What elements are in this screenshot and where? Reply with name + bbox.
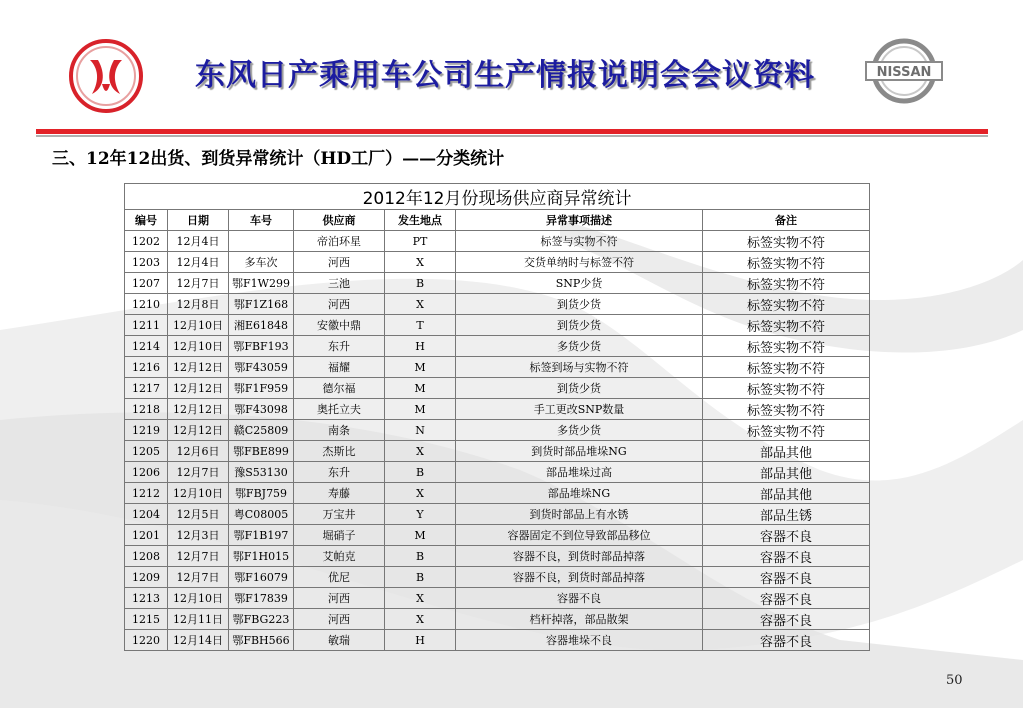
table-cell: 12月7日: [168, 273, 229, 294]
table-cell: 敏瑞: [294, 630, 385, 651]
table-cell: 堀硝子: [294, 525, 385, 546]
table-cell: 部品堆垛过高: [456, 462, 703, 483]
table-cell: 1220: [125, 630, 168, 651]
table-cell: 福耀: [294, 357, 385, 378]
table-cell: X: [385, 483, 456, 504]
table-row: [125, 630, 870, 651]
table-cell: 容器不良: [456, 588, 703, 609]
table-cell: 艾帕克: [294, 546, 385, 567]
table-cell: T: [385, 315, 456, 336]
table-cell: 1210: [125, 294, 168, 315]
table-cell: 河西: [294, 609, 385, 630]
table-cell: 湘E61848: [229, 315, 294, 336]
table-cell: 河西: [294, 252, 385, 273]
dongfeng-logo-icon: [68, 38, 144, 114]
table-cell: 豫S53130: [229, 462, 294, 483]
table-cell: 部品其他: [703, 441, 870, 462]
table-cell: 标签到场与实物不符: [456, 357, 703, 378]
table-cell: 标签实物不符: [703, 252, 870, 273]
table-cell: 到货时部品堆垛NG: [456, 441, 703, 462]
table-cell: B: [385, 462, 456, 483]
table-cell: 鄂FBG223: [229, 609, 294, 630]
table-cell: M: [385, 378, 456, 399]
table-cell: 容器不良，到货时部品掉落: [456, 567, 703, 588]
table-cell: 12月7日: [168, 567, 229, 588]
table-cell: 12月12日: [168, 420, 229, 441]
table-cell: 容器不良: [703, 609, 870, 630]
table-cell: 标签实物不符: [703, 315, 870, 336]
table-cell: 容器不良: [703, 567, 870, 588]
table-cell: 东升: [294, 336, 385, 357]
table-cell: 万宝井: [294, 504, 385, 525]
table-cell: 容器不良，到货时部品掉落: [456, 546, 703, 567]
table-cell: 1216: [125, 357, 168, 378]
table-cell: 鄂FBJ759: [229, 483, 294, 504]
table-cell: 1219: [125, 420, 168, 441]
table-row: [125, 588, 870, 609]
table-row: [125, 399, 870, 420]
table-cell: 容器固定不到位导致部品移位: [456, 525, 703, 546]
table-cell: 1207: [125, 273, 168, 294]
table-cell: 部品其他: [703, 462, 870, 483]
table-cell: X: [385, 609, 456, 630]
table-cell: 鄂F43059: [229, 357, 294, 378]
table-cell: 12月8日: [168, 294, 229, 315]
table-row: [125, 609, 870, 630]
table-cell: X: [385, 294, 456, 315]
table-caption: 2012年12月份现场供应商异常统计: [125, 184, 870, 210]
page-title: 东风日产乘用车公司生产情报说明会会议资料: [195, 58, 815, 93]
table-cell: PT: [385, 231, 456, 252]
table-cell: 德尔福: [294, 378, 385, 399]
table-cell: 三池: [294, 273, 385, 294]
table-cell: 1218: [125, 399, 168, 420]
table-cell: 鄂F1Z168: [229, 294, 294, 315]
table-cell: X: [385, 588, 456, 609]
nissan-logo-icon: [864, 36, 944, 106]
table-cell: 帝泊环星: [294, 231, 385, 252]
table-cell: 1209: [125, 567, 168, 588]
table-header-row: [125, 210, 870, 231]
table-cell: 优尼: [294, 567, 385, 588]
table-cell: 标签实物不符: [703, 231, 870, 252]
table-row: [125, 231, 870, 252]
table-cell: 1217: [125, 378, 168, 399]
table-cell: 标签实物不符: [703, 357, 870, 378]
table-cell: 1205: [125, 441, 168, 462]
table-row: [125, 525, 870, 546]
table-cell: 标签实物不符: [703, 273, 870, 294]
table-cell: 1204: [125, 504, 168, 525]
table-cell: 鄂FBH566: [229, 630, 294, 651]
table-cell: 容器不良: [703, 630, 870, 651]
table-cell: 容器不良: [703, 588, 870, 609]
table-row: [125, 462, 870, 483]
table-cell: 12月11日: [168, 609, 229, 630]
table-cell: 标签与实物不符: [456, 231, 703, 252]
table-cell: 12月7日: [168, 462, 229, 483]
table-row: [125, 315, 870, 336]
supplier-anomaly-table: [124, 183, 870, 651]
table-cell: B: [385, 546, 456, 567]
table-row: [125, 252, 870, 273]
table-cell: 标签实物不符: [703, 378, 870, 399]
header-rule-shadow: [36, 135, 988, 137]
table-row: [125, 357, 870, 378]
table-cell: 12月10日: [168, 336, 229, 357]
page-number: 50: [946, 673, 963, 688]
table-cell: 粤C08005: [229, 504, 294, 525]
table-cell: 杰斯比: [294, 441, 385, 462]
table-cell: 12月6日: [168, 441, 229, 462]
table-cell: 1212: [125, 483, 168, 504]
table-cell: 12月10日: [168, 483, 229, 504]
table-cell: 部品生锈: [703, 504, 870, 525]
table-cell: 手工更改SNP数量: [456, 399, 703, 420]
table-cell: 寿藤: [294, 483, 385, 504]
section-subtitle: 三、12年12出货、到货异常统计（HD工厂）——分类统计: [52, 149, 505, 169]
table-cell: 12月5日: [168, 504, 229, 525]
table-cell: 鄂F1F959: [229, 378, 294, 399]
column-header: 日期: [168, 210, 229, 231]
table-cell: 12月10日: [168, 315, 229, 336]
table-cell: [229, 231, 294, 252]
table-cell: 鄂F16079: [229, 567, 294, 588]
table-cell: 容器不良: [703, 546, 870, 567]
table-row: [125, 294, 870, 315]
header-rule: [36, 129, 988, 134]
table-cell: 鄂F1W299: [229, 273, 294, 294]
table-cell: 部品其他: [703, 483, 870, 504]
table-row: [125, 483, 870, 504]
nissan-logo-text: NISSAN: [876, 65, 932, 80]
table-cell: 容器堆垛不良: [456, 630, 703, 651]
table-cell: 鄂FBF193: [229, 336, 294, 357]
table-cell: X: [385, 441, 456, 462]
column-header: 发生地点: [385, 210, 456, 231]
table-cell: 交货单纳时与标签不符: [456, 252, 703, 273]
table-row: [125, 441, 870, 462]
table-cell: 奥托立夫: [294, 399, 385, 420]
table-cell: 1206: [125, 462, 168, 483]
table-cell: M: [385, 357, 456, 378]
table-cell: 档杆掉落，部品散架: [456, 609, 703, 630]
table-cell: 12月12日: [168, 399, 229, 420]
table-cell: 1214: [125, 336, 168, 357]
column-header: 供应商: [294, 210, 385, 231]
table-caption-row: [125, 184, 870, 210]
table-cell: 1208: [125, 546, 168, 567]
table-cell: 12月12日: [168, 378, 229, 399]
table-cell: 标签实物不符: [703, 420, 870, 441]
table-cell: 到货少货: [456, 315, 703, 336]
table-cell: 安徽中鼎: [294, 315, 385, 336]
table-cell: 河西: [294, 294, 385, 315]
table-row: [125, 546, 870, 567]
table-cell: 12月14日: [168, 630, 229, 651]
table-cell: 鄂F1H015: [229, 546, 294, 567]
table-row: [125, 336, 870, 357]
table-row: [125, 504, 870, 525]
table-cell: 12月3日: [168, 525, 229, 546]
table-cell: 河西: [294, 588, 385, 609]
table-cell: 鄂FBE899: [229, 441, 294, 462]
table-cell: 到货少货: [456, 378, 703, 399]
table-cell: H: [385, 630, 456, 651]
table-cell: M: [385, 525, 456, 546]
table-cell: 鄂F1B197: [229, 525, 294, 546]
table-cell: 标签实物不符: [703, 399, 870, 420]
table-cell: N: [385, 420, 456, 441]
table-cell: 到货少货: [456, 294, 703, 315]
table-row: [125, 273, 870, 294]
table-cell: B: [385, 567, 456, 588]
table-cell: 1213: [125, 588, 168, 609]
table-cell: 1202: [125, 231, 168, 252]
column-header: 备注: [703, 210, 870, 231]
table-row: [125, 378, 870, 399]
table-cell: Y: [385, 504, 456, 525]
column-header: 编号: [125, 210, 168, 231]
column-header: 车号: [229, 210, 294, 231]
table-cell: 1215: [125, 609, 168, 630]
table-row: [125, 567, 870, 588]
table-cell: 鄂F43098: [229, 399, 294, 420]
table-cell: 标签实物不符: [703, 294, 870, 315]
table-cell: 12月7日: [168, 546, 229, 567]
table-cell: 多货少货: [456, 336, 703, 357]
table-cell: 部品堆垛NG: [456, 483, 703, 504]
table-cell: 12月12日: [168, 357, 229, 378]
table-cell: 赣C25809: [229, 420, 294, 441]
table-cell: 12月10日: [168, 588, 229, 609]
table-cell: 鄂F17839: [229, 588, 294, 609]
table-cell: 南条: [294, 420, 385, 441]
table-cell: 多货少货: [456, 420, 703, 441]
column-header: 异常事项描述: [456, 210, 703, 231]
table-cell: H: [385, 336, 456, 357]
table-cell: M: [385, 399, 456, 420]
table-cell: SNP少货: [456, 273, 703, 294]
table-cell: B: [385, 273, 456, 294]
table-cell: 12月4日: [168, 231, 229, 252]
table-cell: 到货时部品上有水锈: [456, 504, 703, 525]
table-cell: 容器不良: [703, 525, 870, 546]
table-cell: 1203: [125, 252, 168, 273]
table-row: [125, 420, 870, 441]
table-cell: 1211: [125, 315, 168, 336]
table-cell: 1201: [125, 525, 168, 546]
table-cell: 标签实物不符: [703, 336, 870, 357]
table-cell: 东升: [294, 462, 385, 483]
table-cell: 12月4日: [168, 252, 229, 273]
table-cell: X: [385, 252, 456, 273]
table-cell: 多车次: [229, 252, 294, 273]
